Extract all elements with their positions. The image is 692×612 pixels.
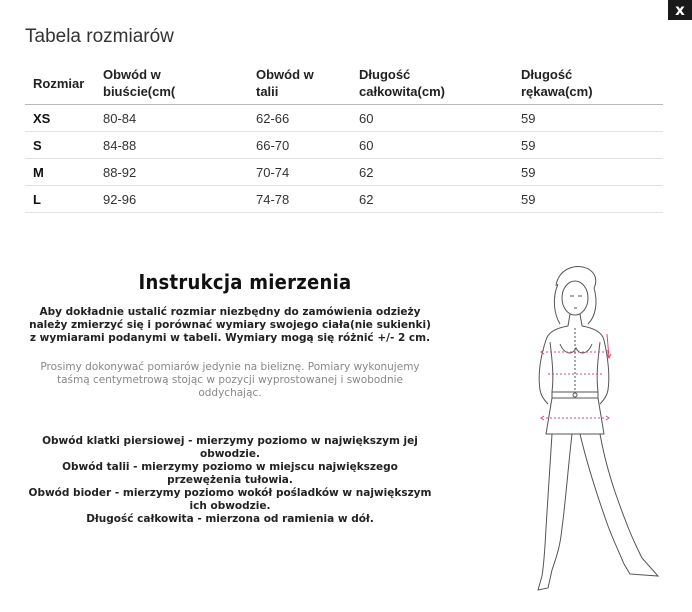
size-table: [25, 62, 663, 213]
cell-sleeve: 59: [513, 186, 663, 213]
instruction-waist: Obwód talii - mierzymy poziomo w miejscu największego przewężenia tułowia.: [62, 461, 398, 486]
header-bust: Obwód w biuście(cm(: [95, 62, 248, 105]
cell-waist: 62-66: [248, 105, 351, 132]
cell-sleeve: 59: [513, 105, 663, 132]
table-row: [25, 132, 663, 159]
cell-size: XS: [25, 105, 95, 132]
cell-size: M: [25, 159, 95, 186]
cell-waist: 74-78: [248, 186, 351, 213]
instruction-hips: Obwód bioder - mierzymy poziomo wokół pośladków w największym ich obwodzie.: [28, 487, 432, 512]
cell-waist: 70-74: [248, 159, 351, 186]
cell-size: L: [25, 186, 95, 213]
instructions-list: [25, 435, 435, 526]
cell-bust: 80-84: [95, 105, 248, 132]
cell-length: 60: [351, 132, 513, 159]
close-button[interactable]: x: [668, 0, 692, 20]
instructions-title: Instrukcja mierzenia: [138, 270, 352, 294]
instruction-bust: Obwód klatki piersiowej - mierzymy poziomo w największym jej obwodzie.: [42, 435, 418, 460]
measuring-instructions: [25, 270, 435, 526]
cell-length: 62: [351, 186, 513, 213]
header-size: Rozmiar: [25, 62, 95, 105]
page-title: Tabela rozmiarów: [25, 26, 174, 47]
header-waist: Obwód w talii: [248, 62, 351, 105]
cell-size: S: [25, 132, 95, 159]
instructions-intro: Aby dokładnie ustalić rozmiar niezbędny do zamówienia odzieży należy zmierzyć się i porównać wymiary swojego ciała(nie sukienki) z wymiarami podanymi w tabeli. Wymiary mogą się różnić +/- 2 cm.: [29, 306, 431, 344]
cell-sleeve: 59: [513, 132, 663, 159]
table-row: [25, 105, 663, 132]
table-row: [25, 159, 663, 186]
header-length: Długość całkowita(cm): [351, 62, 513, 105]
table-header-row: [25, 62, 663, 105]
cell-bust: 88-92: [95, 159, 248, 186]
cell-bust: 84-88: [95, 132, 248, 159]
header-sleeve: Długość rękawa(cm): [513, 62, 663, 105]
instruction-length: Długość całkowita - mierzona od ramienia w dół.: [86, 513, 374, 525]
table-row: [25, 186, 663, 213]
cell-sleeve: 59: [513, 159, 663, 186]
instructions-note: Prosimy dokonywać pomiarów jedynie na bieliznę. Pomiary wykonujemy taśmą centymetrową stojąc w pozycji wyprostowanej i swobodnie oddychając.: [40, 361, 420, 399]
measurement-figure-illustration: [508, 258, 678, 598]
cell-waist: 66-70: [248, 132, 351, 159]
cell-length: 60: [351, 105, 513, 132]
cell-length: 62: [351, 159, 513, 186]
cell-bust: 92-96: [95, 186, 248, 213]
